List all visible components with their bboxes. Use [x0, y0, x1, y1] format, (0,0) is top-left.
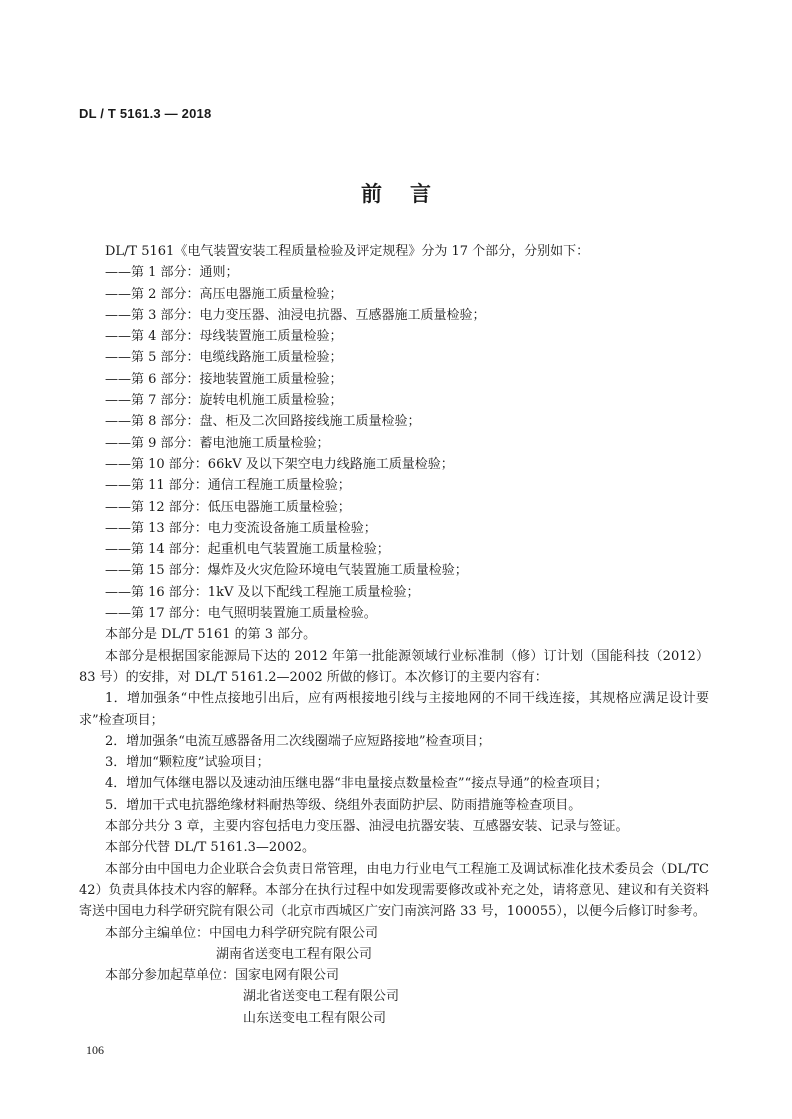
chapters-paragraph: 本部分共分 3 章，主要内容包括电力变压器、油浸电抗器安装、互感器安装、记录与签证。: [105, 819, 629, 835]
list-item: ——第 11 部分：通信工程施工质量检验；: [105, 478, 351, 494]
list-item: ——第 14 部分：起重机电气装置施工质量检验；: [105, 542, 390, 558]
participant-org: 国家电网有限公司: [235, 968, 340, 984]
change-item: 2．增加强条“电流互感器备用二次线圈端子应短路接地”检查项目；: [105, 733, 491, 749]
chief-editor-label: 本部分主编单位：: [105, 925, 210, 941]
replaces-paragraph: 本部分代替 DL/T 5161.3—2002。: [105, 840, 315, 856]
list-item: ——第 12 部分：低压电器施工质量检验；: [105, 499, 351, 515]
page-number: 106: [86, 1043, 104, 1057]
list-item: ——第 1 部分：通则；: [105, 265, 239, 281]
change-item: 3．增加“颗粒度”试验项目；: [105, 755, 270, 771]
chief-editor-org: 中国电力科学研究院有限公司: [209, 925, 379, 941]
list-item: ——第 17 部分：电气照明装置施工质量检验。: [105, 606, 377, 622]
chief-editor-org: 湖南省送变电工程有限公司: [216, 946, 373, 962]
standard-code: DL / T 5161.3 — 2018: [79, 106, 212, 121]
list-item: ——第 15 部分：爆炸及火灾危险环境电气装置施工质量检验；: [105, 563, 468, 579]
page-title: 前言: [361, 182, 459, 206]
list-item: ——第 16 部分：1kV 及以下配线工程施工质量检验；: [105, 584, 420, 600]
participants-label: 本部分参加起草单位：: [105, 968, 236, 984]
change-item: 5．增加干式电抗器绝缘材料耐热等级、绕组外表面防护层、防雨措施等检查项目。: [105, 797, 582, 813]
foreword-body: [79, 241, 709, 1029]
intro-paragraph: DL/T 5161《电气装置安装工程质量检验及评定规程》分为 17 个部分，分别如下：: [105, 244, 590, 259]
management-paragraph: 本部分由中国电力企业联合会负责日常管理，由电力行业电气工程施工及调试标准化技术委员会（DL/TC 42）负责具体技术内容的解释。本部分在执行过程中如发现需要修改或补充之处，请将意见、建议和有关资料寄送中国电力科学研究院有限公司（北京市西城区广安门南滨河路 33 号，100055），以便今后修订时参考。: [79, 861, 709, 920]
participant-org: 山东送变电工程有限公司: [243, 1010, 387, 1026]
this-part-paragraph: 本部分是 DL/T 5161 的第 3 部分。: [105, 627, 317, 643]
list-item: ——第 5 部分：电缆线路施工质量检验；: [105, 350, 343, 366]
change-item: 4．增加气体继电器以及速动油压继电器“非电量接点数量检查”“接点导通”的检查项目；: [105, 776, 608, 792]
change-item: 1．增加强条“中性点接地引出后，应有两根接地引线与主接地网的不同干线连接，其规格应满足设计要求”检查项目；: [79, 691, 709, 728]
list-item: ——第 2 部分：高压电器施工质量检验；: [105, 286, 343, 302]
list-item: ——第 13 部分：电力变流设备施工质量检验；: [105, 520, 377, 536]
participants-line: [79, 965, 709, 986]
list-item: ——第 3 部分：电力变压器、油浸电抗器、互感器施工质量检验；: [105, 307, 486, 323]
list-item: ——第 10 部分：66kV 及以下架空电力线路施工质量检验；: [105, 456, 454, 472]
list-item: ——第 9 部分：蓄电池施工质量检验；: [105, 435, 330, 451]
list-item: ——第 4 部分：母线装置施工质量检验；: [105, 329, 343, 345]
list-item: ——第 6 部分：接地装置施工质量检验；: [105, 371, 343, 387]
list-item: ——第 7 部分：旋转电机施工质量检验；: [105, 393, 343, 409]
list-item: ——第 8 部分：盘、柜及二次回路接线施工质量检验；: [105, 414, 421, 430]
chief-editor-line: [79, 923, 709, 944]
revision-basis-paragraph: 本部分是根据国家能源局下达的 2012 年第一批能源领域行业标准制（修）订计划（国能科技（2012）83 号）的安排，对 DL/T 5161.2—2002 所做的修订。本次修订的主要内容有：: [79, 648, 709, 685]
participant-org: 湖北省送变电工程有限公司: [243, 989, 400, 1005]
